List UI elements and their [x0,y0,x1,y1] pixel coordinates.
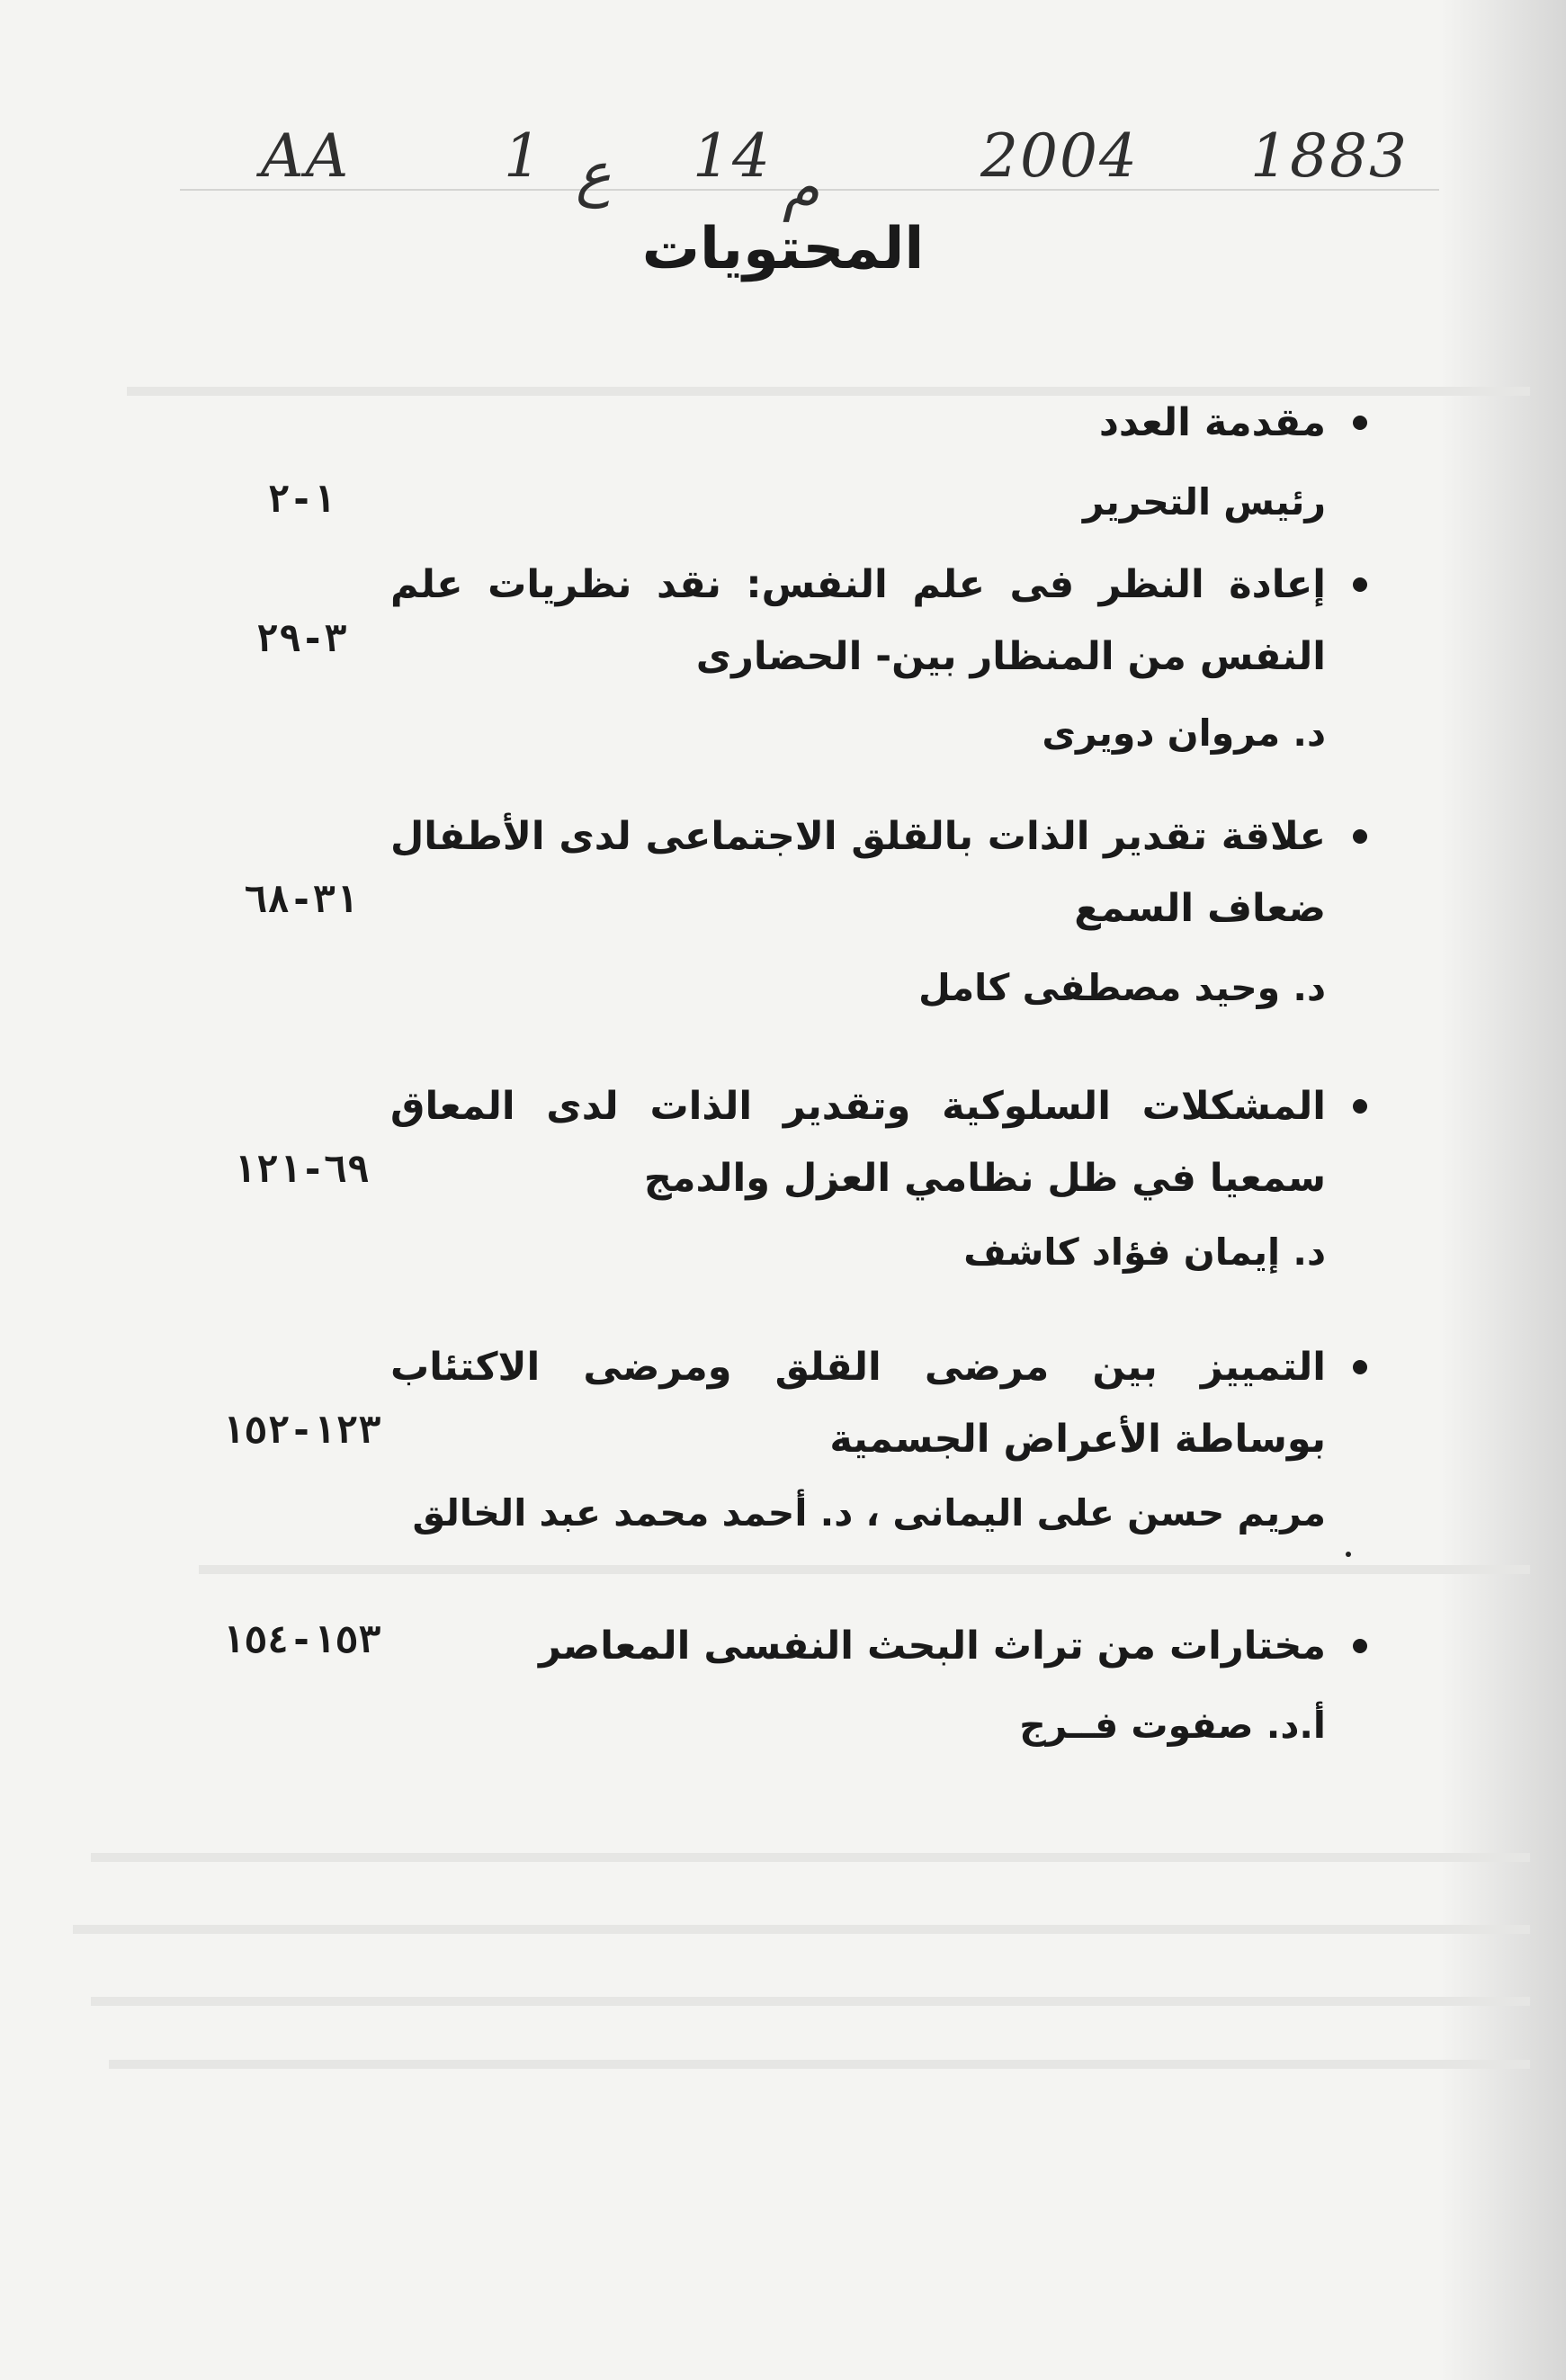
page-title: المحتويات [641,216,925,282]
bullet-icon [1353,577,1367,592]
bullet-icon [1353,1099,1367,1114]
bleed-through-line [73,1925,1530,1934]
bleed-through-line [109,2060,1530,2069]
entry-author: د. مروان دويرى [1042,711,1326,755]
toc-entry [198,549,1367,783]
handwritten-note-part: 1883 [1250,121,1409,191]
entry-title: إعادة النظر فى علم النفس: نقد نظريات علم النفس من المنظار بين- الحضارى [390,562,1326,679]
entry-author: رئيس التحرير [1082,480,1326,523]
handwritten-note-part: AA [261,121,351,191]
handwritten-note-part: 2004 [980,121,1139,191]
bullet-icon [1353,416,1367,430]
entry-author: د. وحيد مصطفى كامل [918,966,1326,1009]
entry-pages: ١٢٣-١٥٢ [221,1408,381,1452]
handwritten-note-part: م [783,153,819,222]
bullet-icon [1353,1639,1367,1653]
entry-title: مقدمة العدد [1098,400,1326,445]
toc-entry [198,1331,1367,1565]
entry-pages: ١٥٣-١٥٤ [221,1617,381,1661]
entry-title: المشكلات السلوكية وتقدير الذات لدى المعاق سمعيا في ظل نظامي العزل والدمج [390,1084,1326,1201]
bullet-icon [1353,1360,1367,1374]
handwritten-note-part: 14 [693,121,772,191]
entry-title: مختارات من تراث البحث النفسى المعاصر [538,1624,1326,1669]
bleed-through-line [91,1997,1530,2006]
bleed-through-line [91,1853,1530,1862]
toc-entry [198,387,1367,549]
entry-author: أ.د. صفوت فــرج [1019,1704,1326,1747]
toc-entry [198,801,1367,1034]
entry-pages: ١-٢ [267,477,336,521]
entry-author: مريم حسن على اليمانى ، د. أحمد محمد عبد الخالق [412,1491,1326,1534]
handwritten-note-part: 1 [504,121,543,191]
bullet-icon [1353,829,1367,844]
entry-pages: ٦٩-١٢١ [233,1147,370,1191]
entry-author: د. إيمان فؤاد كاشف [963,1230,1326,1274]
handwritten-note [261,121,1409,222]
toc-entry [198,1610,1367,1772]
entry-pages: ٣١-٦٨ [244,877,359,921]
entry-title: التمييز بين مرضى القلق ومرضى الاكتئاب بوساطة الأعراض الجسمية [390,1345,1326,1462]
handwritten-note-part: ع [576,139,612,209]
stray-dot [1346,1552,1351,1557]
bleed-through-line [199,1565,1530,1574]
toc-entry [198,1070,1367,1304]
page-edge-shadow [1440,0,1566,2380]
entry-title: علاقة تقدير الذات بالقلق الاجتماعى لدى الأطفال ضعاف السمع [390,814,1326,931]
entry-pages: ٣-٢٩ [255,616,347,660]
